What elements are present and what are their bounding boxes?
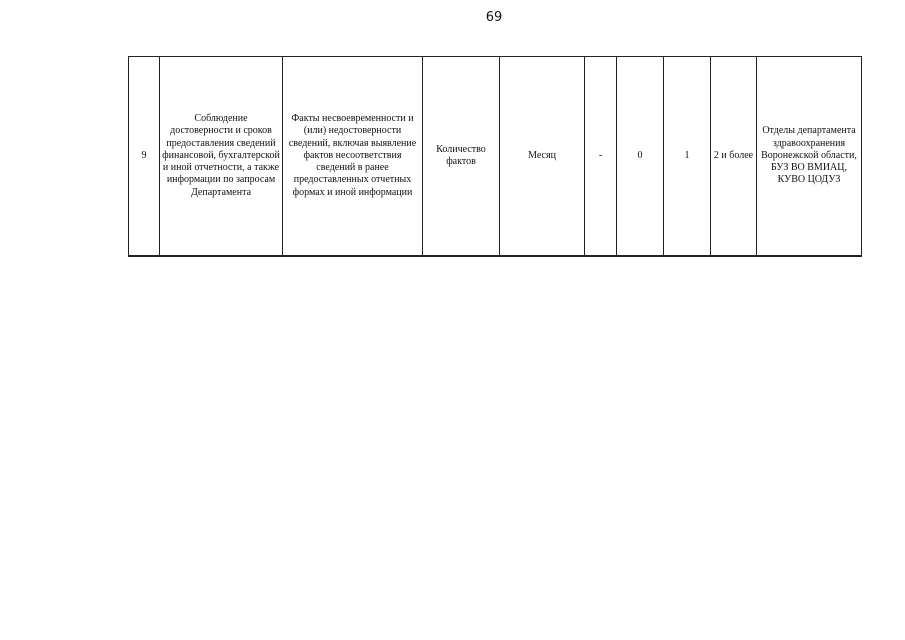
criterion-cell: Соблюдение достоверности и сроков предоставления сведений финансовой, бухгалтерской и иной отчетности, а также информации по запросам Департамента — [160, 57, 283, 257]
value-cell-1: - — [585, 57, 617, 257]
row-number-cell: 9 — [129, 57, 160, 257]
unit-cell: Количество фактов — [423, 57, 500, 257]
indicator-cell: Факты несвоевременности и (или) недостоверности сведений, включая выявление фактов несоответствия сведений в ранее предоставленных отчетных формах и иной информации — [283, 57, 423, 257]
responsible-cell: Отделы департамента здравоохранения Воронежской области, БУЗ ВО ВМИАЦ, КУВО ЦОДУЗ — [757, 57, 862, 257]
value-cell-2: 0 — [617, 57, 664, 257]
table-row — [129, 57, 862, 257]
value-cell-3: 1 — [664, 57, 711, 257]
period-cell: Месяц — [500, 57, 585, 257]
page-number: 69 — [485, 10, 503, 25]
value-cell-4: 2 и более — [711, 57, 757, 257]
indicator-table — [128, 56, 862, 257]
